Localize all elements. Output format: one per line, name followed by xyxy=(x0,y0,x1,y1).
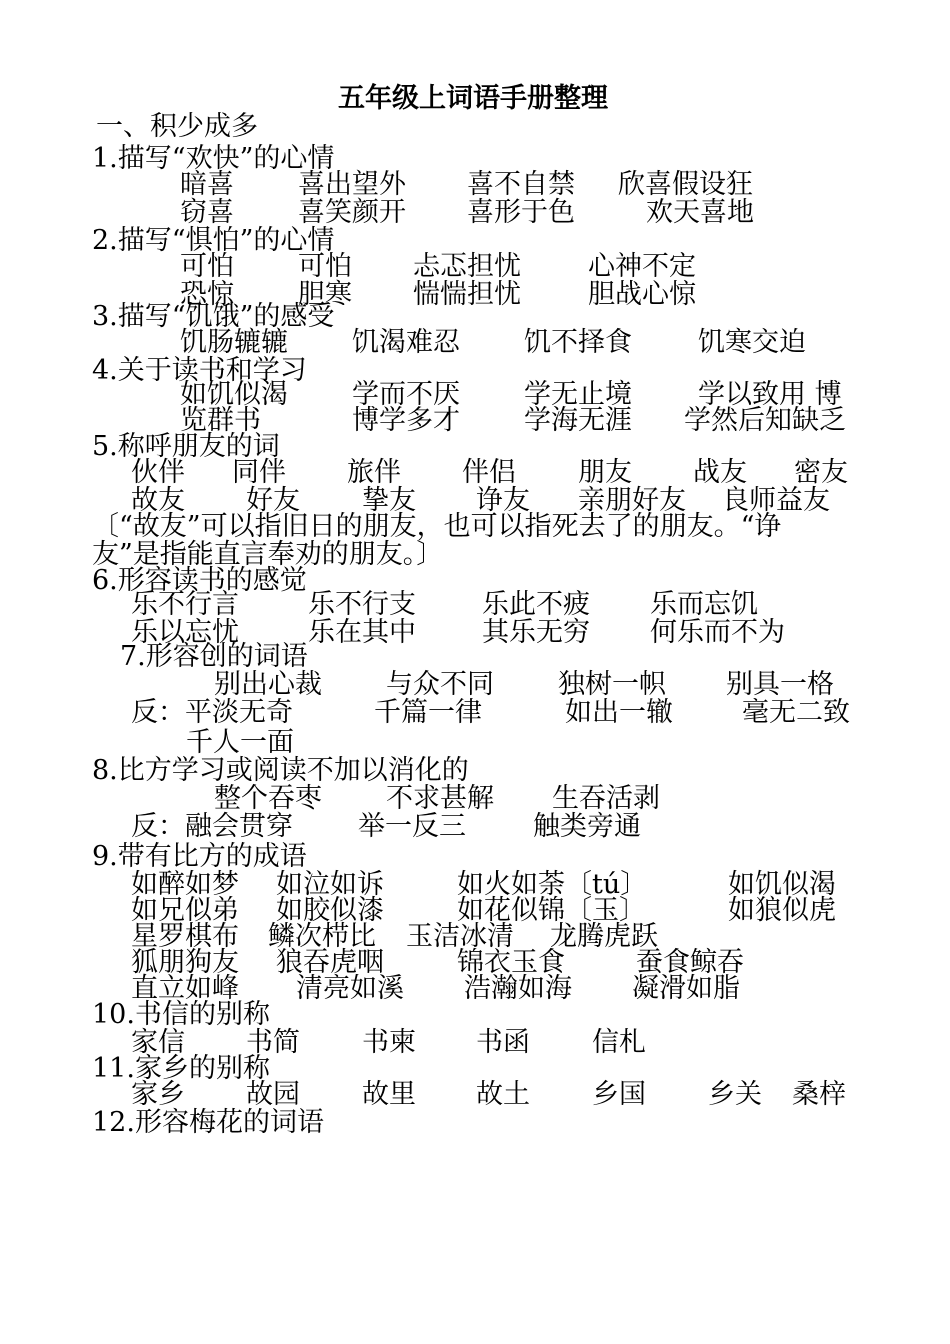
word: 喜笑颜开 xyxy=(298,197,406,228)
category-heading: 10.书信的别称 xyxy=(92,999,270,1030)
word: 密友 xyxy=(794,457,848,488)
word: 学而不厌 xyxy=(352,379,460,410)
word: 饥寒交迫 xyxy=(698,327,806,358)
idiom: 玉洁冰清 xyxy=(406,921,514,952)
idiom: 凝滑如脂 xyxy=(632,973,740,1004)
category-heading: 8.比方学习或阅读不加以消化的 xyxy=(92,755,469,786)
word: 乐在其中 xyxy=(308,617,416,648)
word: 暗喜 xyxy=(180,169,234,200)
word: 别具一格 xyxy=(726,669,834,700)
word: 欢天喜地 xyxy=(646,197,754,228)
idiom: 如火如荼〔tú〕 xyxy=(457,869,648,900)
idiom: 蚕食鲸吞 xyxy=(636,947,744,978)
category-heading: 5.称呼朋友的词 xyxy=(92,431,280,462)
word: 反：融会贯穿 xyxy=(131,811,293,842)
word: 故友 xyxy=(131,485,185,516)
category-heading: 12.形容梅花的词语 xyxy=(92,1107,324,1138)
word: 朋友 xyxy=(578,457,632,488)
category-heading: 6.形容读书的感觉 xyxy=(92,565,307,596)
word: 别出心裁 xyxy=(214,669,322,700)
word: 饥不择食 xyxy=(524,327,632,358)
word: 惴惴担忧 xyxy=(413,279,521,310)
word: 毫无二致 xyxy=(742,697,850,728)
word: 故土 xyxy=(476,1079,530,1110)
word: 战友 xyxy=(693,457,747,488)
word: 家乡 xyxy=(131,1079,185,1110)
idiom: 龙腾虎跃 xyxy=(550,921,658,952)
word: 乡国 xyxy=(592,1079,646,1110)
word: 胆战心惊 xyxy=(588,279,696,310)
word: 可怕 xyxy=(298,251,352,282)
word: 喜不自禁 xyxy=(467,169,575,200)
word: 旅伴 xyxy=(347,457,401,488)
idiom: 如胶似漆 xyxy=(276,895,384,926)
idiom: 如狼似虎 xyxy=(728,895,836,926)
word: 故园 xyxy=(246,1079,300,1110)
category-heading: 11.家乡的别称 xyxy=(92,1053,270,1084)
category-heading: 7.形容创的词语 xyxy=(120,641,308,672)
word: 亲朋好友 xyxy=(578,485,686,516)
word: 伙伴 xyxy=(131,457,185,488)
word: 书函 xyxy=(476,1027,530,1058)
word: 好友 xyxy=(246,485,300,516)
idiom: 狐朋狗友 xyxy=(131,947,239,978)
word: 如出一辙 xyxy=(565,697,673,728)
word: 桑梓 xyxy=(792,1079,846,1110)
idiom: 如饥似渴 xyxy=(728,869,836,900)
word: 生吞活剥 xyxy=(552,783,660,814)
idiom: 如泣如诉 xyxy=(276,869,384,900)
word: 忐忑担忧 xyxy=(413,251,521,282)
idiom: 清亮如溪 xyxy=(296,973,404,1004)
word: 喜形于色 xyxy=(467,197,575,228)
word: 千人一面 xyxy=(186,727,294,758)
word: 诤友 xyxy=(476,485,530,516)
idiom: 狼吞虎咽 xyxy=(276,947,384,978)
word: 独树一帜 xyxy=(558,669,666,700)
word: 整个吞枣 xyxy=(214,783,322,814)
idiom: 星罗棋布 xyxy=(131,921,239,952)
page-title: 五年级上词语手册整理 xyxy=(338,83,608,114)
word: 窃喜 xyxy=(180,197,234,228)
word: 与众不同 xyxy=(386,669,494,700)
word: 学无止境 xyxy=(524,379,632,410)
word: 乐不行言 xyxy=(131,589,239,620)
word: 饥渴难忍 xyxy=(352,327,460,358)
word: 良师益友 xyxy=(722,485,830,516)
word: 千篇一律 xyxy=(374,697,482,728)
word: 乐此不疲 xyxy=(482,589,590,620)
word: 乐而忘饥 xyxy=(650,589,758,620)
word: 饥肠辘辘 xyxy=(180,327,288,358)
category-heading: 9.带有比方的成语 xyxy=(92,841,307,872)
word: 可怕 xyxy=(180,251,234,282)
idiom: 如醉如梦 xyxy=(131,869,239,900)
word: 乡关 xyxy=(708,1079,762,1110)
word: 乐以忘忧 xyxy=(131,617,239,648)
word: 伴侣 xyxy=(462,457,516,488)
word: 学以致用 博 xyxy=(698,379,842,410)
word: 博学多才 xyxy=(352,405,460,436)
category-heading: 3.描写“饥饿”的感受 xyxy=(92,301,335,332)
word: 故里 xyxy=(362,1079,416,1110)
idiom: 浩瀚如海 xyxy=(464,973,572,1004)
word: 如饥似渴 xyxy=(180,379,288,410)
word: 书柬 xyxy=(362,1027,416,1058)
idiom: 鳞次栉比 xyxy=(268,921,376,952)
word: 挚友 xyxy=(362,485,416,516)
idiom: 如花似锦〔玉〕 xyxy=(457,895,646,926)
category-heading: 2.描写“惧怕”的心情 xyxy=(92,225,335,256)
category-heading: 1.描写“欢快”的心情 xyxy=(92,143,335,174)
note-text: 友”是指能直言奉劝的朋友。〕 xyxy=(92,539,444,570)
word: 喜出望外 xyxy=(298,169,406,200)
word: 触类旁通 xyxy=(533,811,641,842)
word: 书简 xyxy=(246,1027,300,1058)
category-heading: 4.关于读书和学习 xyxy=(92,355,307,386)
word: 欣喜假设狂 xyxy=(618,169,753,200)
idiom: 直立如峰 xyxy=(131,973,239,1004)
word: 信札 xyxy=(592,1027,646,1058)
word: 同伴 xyxy=(232,457,286,488)
word: 学然后知缺乏 xyxy=(684,405,846,436)
idiom: 如兄似弟 xyxy=(131,895,239,926)
section-heading: 一、积少成多 xyxy=(96,111,258,142)
word: 学海无涯 xyxy=(524,405,632,436)
word: 举一反三 xyxy=(358,811,466,842)
word: 览群书 xyxy=(180,405,261,436)
word: 不求甚解 xyxy=(386,783,494,814)
word: 乐不行支 xyxy=(308,589,416,620)
word: 心神不定 xyxy=(588,251,696,282)
idiom: 锦衣玉食 xyxy=(457,947,565,978)
word: 反：平淡无奇 xyxy=(131,697,293,728)
word: 其乐无穷 xyxy=(482,617,590,648)
note-text: 〔“故友”可以指旧日的朋友，也可以指死去了的朋友。“诤 xyxy=(92,511,782,542)
word: 家信 xyxy=(131,1027,185,1058)
word: 何乐而不为 xyxy=(650,617,785,648)
word: 胆寒 xyxy=(298,279,352,310)
word: 恐惊 xyxy=(180,279,234,310)
